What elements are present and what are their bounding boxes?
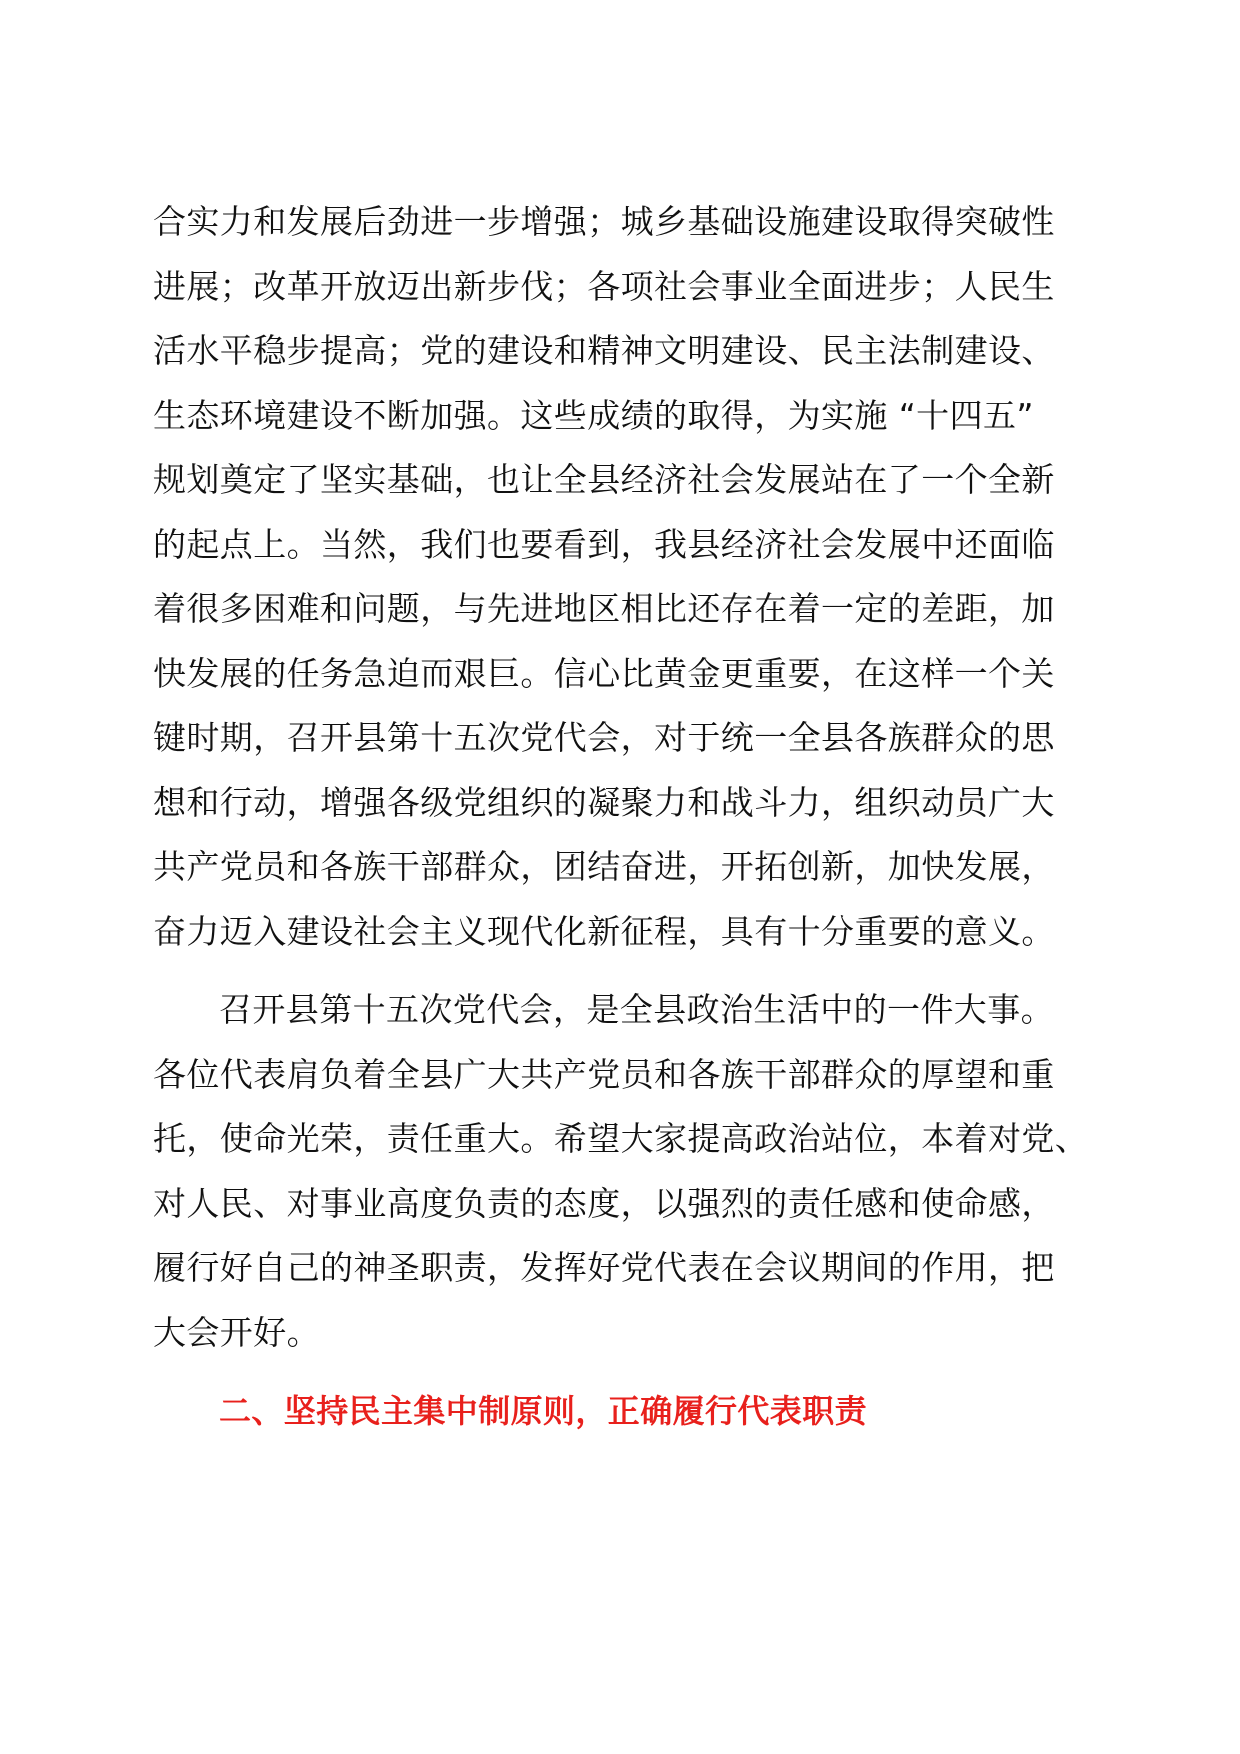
paragraph-line: 活水平稳步提高；党的建设和精神文明建设、民主法制建设、 bbox=[153, 331, 1055, 370]
paragraph-line: 规划奠定了坚实基础，也让全县经济社会发展站在了一个全新 bbox=[153, 460, 1055, 499]
paragraph-line: 键时期，召开县第十五次党代会，对于统一全县各族群众的思 bbox=[153, 718, 1055, 757]
paragraph-line: 快发展的任务急迫而艰巨。信心比黄金更重要，在这样一个关 bbox=[153, 653, 1055, 693]
paragraph-line: 着很多困难和问题，与先进地区相比还存在着一定的差距，加 bbox=[153, 589, 1055, 628]
paragraph-2 bbox=[153, 978, 1103, 1365]
paragraph-1 bbox=[153, 190, 1103, 964]
paragraph-spacing bbox=[153, 1365, 1103, 1379]
paragraph-line: 的起点上。当然，我们也要看到，我县经济社会发展中还面临 bbox=[153, 524, 1055, 564]
section-heading: 二、坚持民主集中制原则，正确履行代表职责 bbox=[219, 1392, 868, 1430]
paragraph-line: 共产党员和各族干部群众，团结奋进，开拓创新，加快发展， bbox=[153, 847, 1055, 886]
paragraph-line: 进展；改革开放迈出新步伐；各项社会事业全面进步；人民生 bbox=[153, 266, 1055, 306]
paragraph-line: 想和行动，增强各级党组织的凝聚力和战斗力，组织动员广大 bbox=[153, 782, 1055, 822]
document-body bbox=[153, 190, 1103, 1444]
paragraph-line: 合实力和发展后劲进一步增强；城乡基础设施建设取得突破性 bbox=[153, 202, 1055, 241]
paragraph-line: 召开县第十五次党代会，是全县政治生活中的一件大事。 bbox=[219, 990, 1054, 1029]
paragraph-spacing bbox=[153, 964, 1103, 978]
paragraph-line: 大会开好。 bbox=[153, 1312, 320, 1352]
paragraph-line: 托，使命光荣，责任重大。希望大家提高政治站位，本着对党、 bbox=[153, 1119, 1089, 1158]
paragraph-line: 奋力迈入建设社会主义现代化新征程，具有十分重要的意义。 bbox=[153, 911, 1055, 951]
paragraph-line: 生态环境建设不断加强。这些成绩的取得，为实施 “十四五” bbox=[153, 395, 1034, 435]
paragraph-line: 对人民、对事业高度负责的态度，以强烈的责任感和使命感， bbox=[153, 1183, 1055, 1223]
paragraph-line: 履行好自己的神圣职责，发挥好党代表在会议期间的作用，把 bbox=[153, 1248, 1055, 1287]
paragraph-line: 各位代表肩负着全县广大共产党员和各族干部群众的厚望和重 bbox=[153, 1054, 1055, 1094]
